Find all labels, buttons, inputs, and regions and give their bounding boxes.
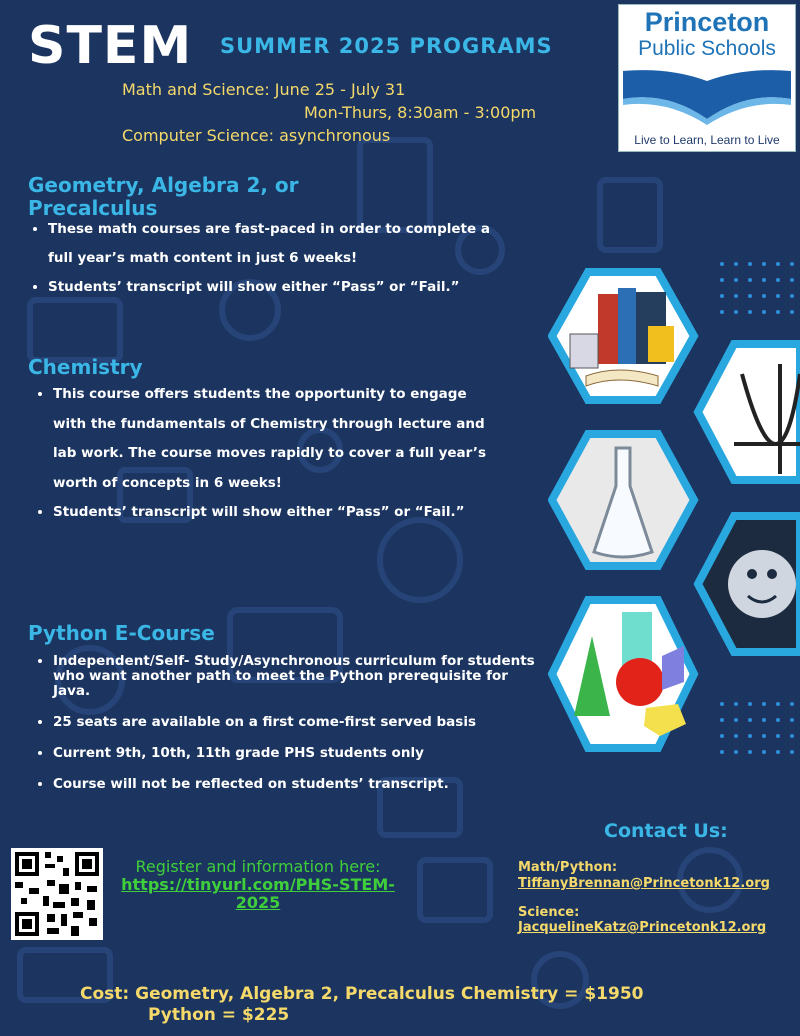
page-subtitle: SUMMER 2025 PROGRAMS	[220, 34, 553, 58]
math-bullet-list	[28, 215, 518, 302]
contact-math-email[interactable]: TiffanyBrennan@Princetonk12.org	[518, 876, 770, 891]
python-bullet-list	[33, 654, 543, 808]
logo-line2: Public Schools	[638, 37, 776, 60]
logo-swoosh-icon	[619, 65, 795, 131]
books-icon	[552, 272, 694, 400]
parabola-graph-icon	[698, 344, 800, 480]
schedule-dates: Math and Science: June 25 - July 31	[122, 80, 406, 99]
flask-icon	[552, 434, 694, 566]
hexagon-image-grid	[548, 264, 800, 756]
register-text: Register and information here:	[135, 857, 381, 876]
contact-heading: Contact Us:	[604, 820, 728, 842]
list-item: • 25 seats are available on a first come-first served basis	[53, 715, 543, 730]
qr-code[interactable]	[11, 848, 103, 940]
cost-line-1: Cost: Geometry, Algebra 2, Precalculus Chemistry = $1950	[80, 984, 644, 1004]
list-item: • Course will not be reflected on students’ transcript.	[53, 777, 543, 792]
cost-line-2: Python = $225	[148, 1005, 290, 1025]
contact-science-label: Science:	[518, 905, 580, 920]
list-item: • Current 9th, 10th, 11th grade PHS students only	[53, 746, 543, 761]
math-heading-line2: Precalculus	[28, 196, 158, 220]
schedule-computer-science: Computer Science: asynchronous	[122, 126, 391, 145]
chemistry-bullet-list	[33, 380, 503, 528]
list-item: • Students’ transcript will show either “Pass” or “Fail.”	[53, 498, 503, 528]
python-heading: Python E-Course	[28, 621, 215, 645]
page-title: STEM	[28, 16, 193, 76]
schedule-hours: Mon-Thurs, 8:30am - 3:00pm	[304, 103, 537, 122]
list-item: • This course offers students the opportunity to engage with the fundamentals of Chemistry through lecture and lab work. The course moves rapidly to cover a full year’s worth of concepts in 6 weeks!	[53, 380, 503, 498]
tiger-mascot-icon	[698, 516, 800, 652]
geometric-shapes-icon	[552, 600, 694, 748]
math-heading-line1: Geometry, Algebra 2, or	[28, 173, 299, 197]
logo-tagline: Live to Learn, Learn to Live	[634, 133, 780, 147]
logo-line1: Princeton	[644, 7, 770, 37]
chemistry-heading: Chemistry	[28, 355, 143, 379]
contact-science-email[interactable]: JacquelineKatz@Princetonk12.org	[518, 920, 767, 935]
register-block	[118, 858, 398, 912]
math-heading	[28, 174, 299, 220]
list-item: • Independent/Self- Study/Asynchronous curriculum for students who want another path to meet the Python prerequisite for Java.	[53, 654, 543, 699]
princeton-logo	[618, 4, 796, 152]
register-link[interactable]: https://tinyurl.com/PHS-STEM-2025	[121, 875, 395, 912]
contact-math-label: Math/Python:	[518, 860, 618, 875]
list-item: • These math courses are fast-paced in order to complete a full year’s math content in just 6 weeks!	[48, 215, 518, 273]
list-item: • Students’ transcript will show either “Pass” or “Fail.”	[48, 273, 518, 302]
